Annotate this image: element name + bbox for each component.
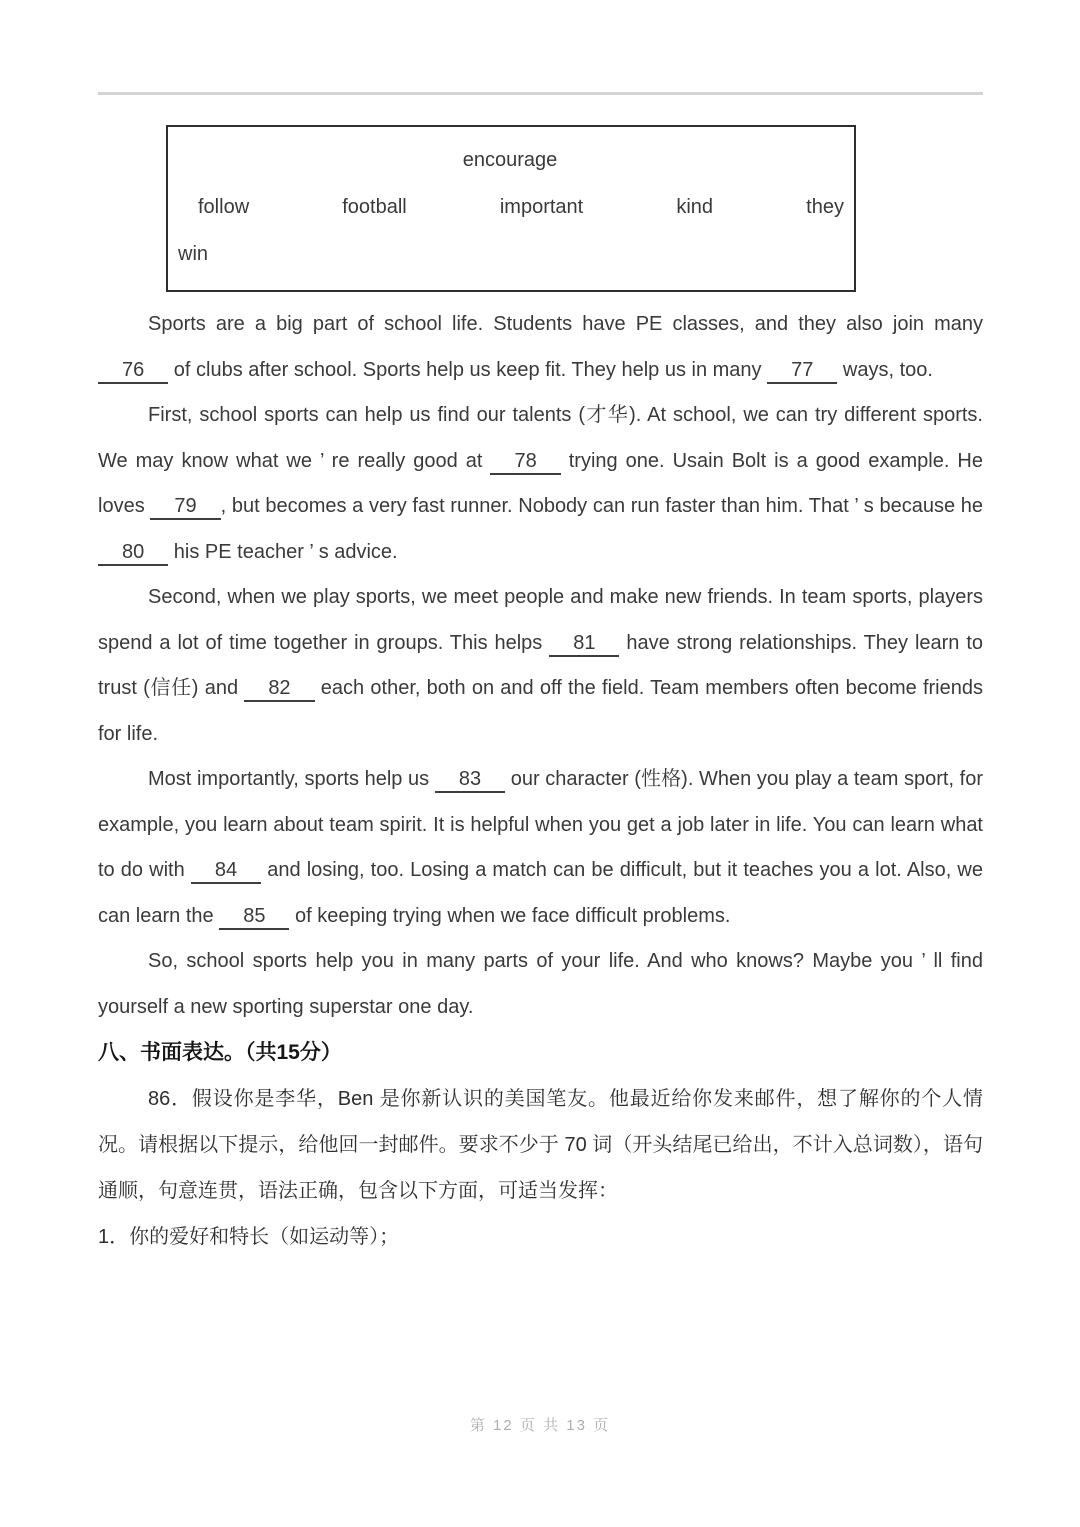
cloze-blank-80: 80 [98,541,168,566]
word-bank-word-football: football [342,196,407,218]
header-divider [98,92,983,95]
word-bank-word-kind: kind [676,196,714,218]
passage-paragraph: Most importantly, sports help us 83 our character (性格). When you play a team sport, for example, you learn about team spirit. It is helpful when you get a job later in life. You can learn what to do with 84 and losing, too. Losing a match can be difficult, but it teaches you a lot. Also, we can learn the 85 of keeping trying when we face difficult problems. [98,757,983,939]
word-bank-row-3 [176,231,844,278]
writing-task-point-1: 1．你的爱好和特长（如运动等）； [98,1226,400,1248]
cloze-blank-77: 77 [767,359,837,384]
word-bank-row-2 [176,184,844,231]
passage-paragraph: Second, when we play sports, we meet people and make new friends. In team sports, players spend a lot of time together in groups. This helps 81 have strong relationships. They learn to trust (信任) and 82 each other, both on and off the field. Team members often become friends for life. [98,586,984,745]
cloze-blank-76: 76 [98,359,168,384]
word-bank-word-win: win [178,243,209,265]
cloze-passage [98,302,983,1030]
cloze-blank-84: 84 [191,859,261,884]
writing-task-86: 86．假设你是李华，Ben 是你新认识的美国笔友。他最近给你发来邮件，想了解你的个人情况。请根据以下提示，给他回一封邮件。要求不少于 70 词（开头结尾已给出，不计入总词数），语句通顺，句意连贯，语法正确，包含以下方面，可适当发挥： [98,1088,983,1202]
section-heading: 八、书面表达。（共15分） [98,1041,342,1064]
cloze-blank-78: 78 [490,450,560,475]
word-bank-word-important: important [499,196,584,218]
cloze-blank-81: 81 [549,632,619,657]
word-bank-row-1 [176,137,844,184]
word-bank-word-follow: follow [198,196,250,218]
passage-paragraph: So, school sports help you in many parts of your life. And who knows? Maybe you ’ ll find yourself a new sporting superstar one day. [98,950,983,1018]
word-bank-word-they: they [806,196,844,218]
cloze-blank-82: 82 [244,677,314,702]
passage-paragraph: First, school sports can help us find our talents (才华). At school, we can try different sports. We may know what we ’ re really good at 78 trying one. Usain Bolt is a good example. He loves 79 , but becomes a very fast runner. Nobody can run faster than him. That ’ s because he 80 his PE teacher ’ s advice. [98,393,983,575]
cloze-blank-83: 83 [435,768,505,793]
cloze-blank-79: 79 [150,495,220,520]
cloze-blank-85: 85 [219,905,289,930]
passage-paragraph: Sports are a big part of school life. Students have PE classes, and they also join many 76 of clubs after school. Sports help us keep fit. They help us in many 77 ways, too. [98,302,983,393]
word-bank-box [166,125,856,292]
page-footer: 第 12 页 共 13 页 [469,1417,611,1434]
word-bank-word-encourage: encourage [462,149,558,171]
